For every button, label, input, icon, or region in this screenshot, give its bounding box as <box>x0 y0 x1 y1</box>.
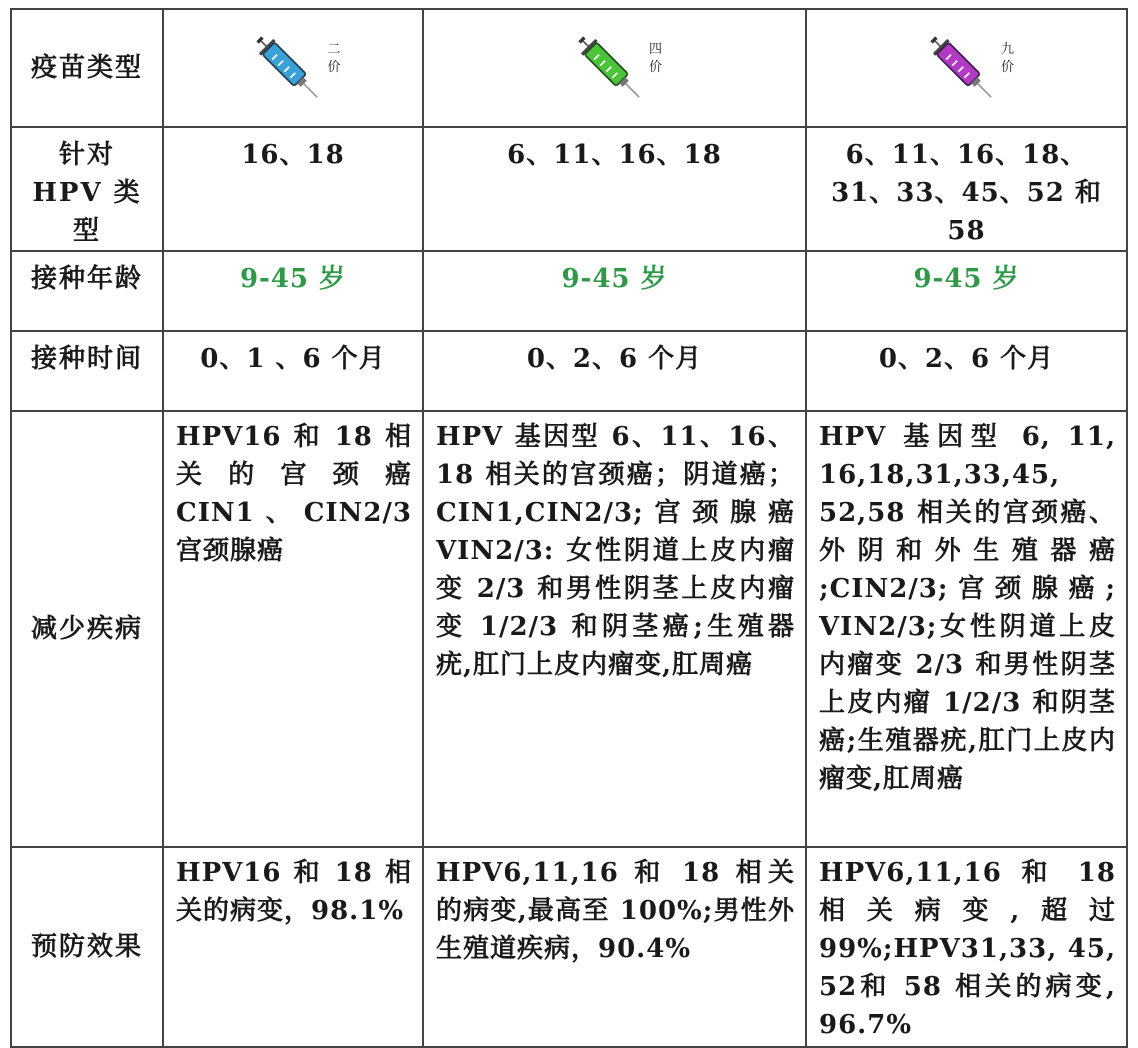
row-schedule <box>11 331 1127 411</box>
schedule-quadrivalent: 0、2、6 个月 <box>423 331 806 411</box>
efficacy-nonavalent: HPV6,11,16 和 18 相关病变,超过 99%;HPV31,33, 45, 52和 58 相关的病变, 96.7% <box>806 847 1127 1047</box>
vaccine-label-bottom: 价 <box>327 60 341 75</box>
vaccine-label-top: 四 <box>648 42 662 57</box>
vaccine-label-top: 二 <box>327 42 341 57</box>
syringe-icon <box>567 25 653 111</box>
diseases-bivalent: HPV16 和 18 相关的宫颈癌 CIN1、CIN2/3 宫颈腺癌 <box>163 411 423 847</box>
syringe-icon <box>919 25 1005 111</box>
age-nonavalent: 9-45 岁 <box>806 251 1127 331</box>
row-age <box>11 251 1127 331</box>
schedule-bivalent: 0、1 、6 个月 <box>163 331 423 411</box>
age-bivalent: 9-45 岁 <box>163 251 423 331</box>
row-header-diseases: 减少疾病 <box>11 411 163 847</box>
hpv-types-bivalent: 16、18 <box>163 127 423 251</box>
efficacy-bivalent: HPV16 和 18 相关的病变，98.1% <box>163 847 423 1047</box>
row-header-vaccine-type: 疫苗类型 <box>11 9 163 127</box>
vaccine-label-bottom: 价 <box>1000 60 1014 75</box>
row-header-hpv-types: 针对 HPV 类型 <box>11 127 163 251</box>
row-header-age: 接种年龄 <box>11 251 163 331</box>
row-vaccine-type <box>11 9 1127 127</box>
vaccine-quadrivalent-cell <box>423 9 806 127</box>
schedule-nonavalent: 0、2、6 个月 <box>806 331 1127 411</box>
vaccine-label-top: 九 <box>1000 42 1014 57</box>
efficacy-quadrivalent: HPV6,11,16 和 18 相关的病变,最高至 100%;男性外生殖道疾病，90.4% <box>423 847 806 1047</box>
row-header-efficacy: 预防效果 <box>11 847 163 1047</box>
vaccine-nonavalent-cell <box>806 9 1127 127</box>
row-efficacy <box>11 847 1127 1047</box>
row-header-schedule: 接种时间 <box>11 331 163 411</box>
hpv-vaccine-table <box>10 8 1128 1048</box>
hpv-types-quadrivalent: 6、11、16、18 <box>423 127 806 251</box>
age-quadrivalent: 9-45 岁 <box>423 251 806 331</box>
vaccine-label-bottom: 价 <box>648 60 662 75</box>
syringe-icon <box>245 25 331 111</box>
hpv-types-nonavalent: 6、11、16、18、31、33、45、52 和 58 <box>806 127 1127 251</box>
vaccine-bivalent-cell <box>163 9 423 127</box>
diseases-nonavalent: HPV 基因型 6, 11, 16,18,31,33,45, 52,58 相关的宫颈癌、外阴和外生殖器癌 ;CIN2/3;宫颈腺癌; VIN2/3;女性阴道上皮内瘤变 2/3 和男性阴茎上皮内瘤 1/2/3 和阴茎癌;生殖器疣,肛门上皮内瘤变,肛周癌 <box>806 411 1127 847</box>
row-hpv-types <box>11 127 1127 251</box>
row-diseases <box>11 411 1127 847</box>
diseases-quadrivalent: HPV 基因型 6、11、16、18 相关的宫颈癌；阴道癌；CIN1,CIN2/3;宫颈腺癌 VIN2/3: 女性阴道上皮内瘤变 2/3 和男性阴茎上皮内瘤变 1/2/3 和阴茎癌;生殖器疣,肛门上皮内瘤变,肛周癌 <box>423 411 806 847</box>
